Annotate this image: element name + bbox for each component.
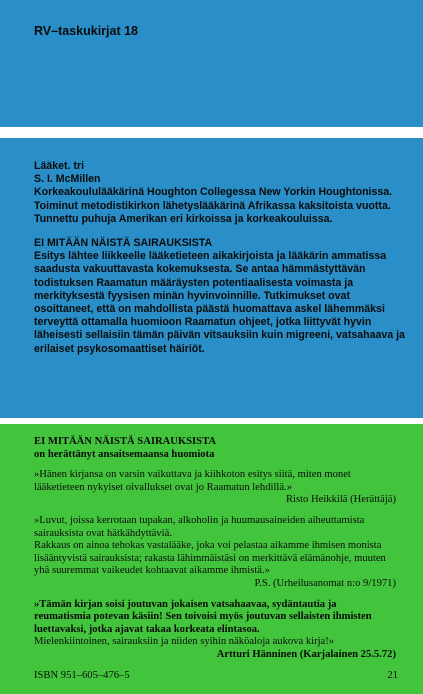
- reviews-section: [34, 436, 396, 662]
- review-quote-continued: Rakkaus on ainoa tehokas vastalääke, joka voi pelastaa aikamme ihmisen monista lisääntyvistä sairauksista; rakasta lähimmäistäsi on merkittävä elämänohje, muuten yhä suuremmat vaikeudet kohtaavat aikamme ihmistä.»: [34, 540, 386, 577]
- review-quote-continued: Mielenkiintoinen, sairauksiin ja niiden syihin näköaloja aukova kirja!»: [34, 636, 335, 648]
- review-quote: »Hänen kirjansa on varsin vaikuttava ja kiihkoton esitys siitä, miten monet lääketieteen nykyiset oivallukset ovat jo Raamatun lehdillä.»: [34, 469, 351, 493]
- author-title: Lääket. tri: [34, 160, 85, 172]
- reviews-heading: EI MITÄÄN NÄISTÄ SAIRAUKSISTA: [34, 436, 216, 447]
- book-title: EI MITÄÄN NÄISTÄ SAIRAUKSISTA: [34, 237, 213, 250]
- review-source: Artturi Hänninen (Karjalainen 25.5.72): [216, 648, 396, 660]
- review-quote: »Luvut, joissa kerrotaan tupakan, alkoholin ja huumausaineiden aiheuttamista sairauksista ovat hätkähdyttäviä.: [34, 514, 365, 539]
- author-bio: Korkeakoululääkärinä Houghton Collegessa New Yorkin Houghtonissa. Toiminut metodistikirkon lähetyslääkärinä Afrikassa kaksitoista vuotta. Tunnettu puhuja Amerikan eri kirkoissa ja korkeakouluissa.: [34, 186, 393, 225]
- review-quote: »Tämän kirjan soisi joutuvan jokaisen vatsahaavaa, sydäntautia ja reumatismia potevan käsiin! Sen toivoisi myös joutuvan sellaisten ihmisten luettavaksi, jotka ajavat takaa korkeata elintasoa.: [34, 598, 372, 635]
- review-source: P.S. (Urheilusanomat n:o 9/1971): [254, 577, 396, 589]
- review-source: Risto Heikkilä (Herättäjä): [285, 494, 396, 506]
- page-number: 21: [387, 670, 398, 681]
- isbn: ISBN 951–605–476–5: [34, 670, 130, 681]
- book-description: Esitys lähtee liikkeelle lääketieteen aikakirjoista ja lääkärin ammatissa saadusta vakuuttavasta kokemuksesta. Se antaa hämmästyttävän todistuksen Raamatun määräysten potentiaalisesta voimasta ja merkityksestä fyysisen minän hyvinvoinnille. Tutkimukset ovat osoittaneet, että on mahdollista päästä huomattava askel lähemmäksi terveyttä ottamalla huomioon Raamatun ohjeet, jotka liittyvät hyvin läheisesti sellaisiin tämän päivän vitsauksiin kuin migreeni, vatsahaava ja erilaiset psykosomaattiset häiriöt.: [34, 250, 405, 355]
- top-color-band: [0, 0, 423, 127]
- author-and-description: [34, 160, 409, 356]
- series-label: RV–taskukirjat 18: [34, 24, 138, 38]
- reviews-subheading: on herättänyt ansaitsemaansa huomiota: [34, 448, 215, 460]
- footer: [34, 670, 398, 681]
- author-name: S. I. McMillen: [34, 173, 101, 186]
